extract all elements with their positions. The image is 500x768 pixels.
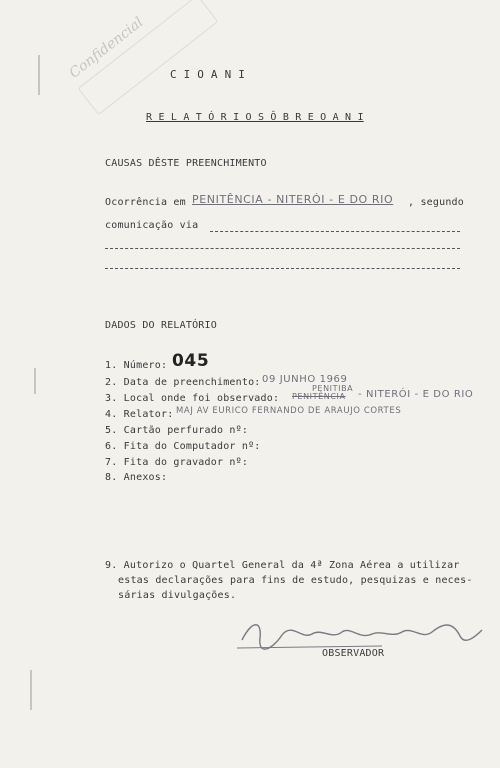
field-place-label: 3. Local onde foi observado: [105,393,280,404]
report-title: R E L A T Ó R I O S Ô B R E O A N I [146,112,364,123]
field-computer-tape-label: 6. Fita do Computador nº: [105,441,261,452]
occurrence-label: Ocorrência em [105,197,186,208]
communication-label: comunicação via [105,220,199,231]
field-recorder-tape-label: 7. Fita do gravador nº: [105,457,249,468]
causes-heading: CAUSAS DÊSTE PREENCHIMENTO [105,158,267,169]
field-reporter-label: 4. Relator: [105,409,174,420]
edge-mark [34,368,36,394]
field-place-struck: PENITÊNCIA [292,392,346,401]
edge-mark [38,55,40,95]
authorization-line-3: sárias divulgações. [118,590,237,601]
faded-stamp-text: Confidencial [66,14,147,82]
authorization-line-2: estas declarações para fins de estudo, pesquizas e neces- [118,575,473,586]
field-punch-card-label: 5. Cartão perfurado nº: [105,425,249,436]
authorization-line-1: 9. Autorizo o Quartel General da 4ª Zona Aérea a utilizar [105,560,460,571]
section-title: DADOS DO RELATÓRIO [105,320,217,331]
field-place-value: - NITERÓI - E DO RIO [358,389,474,400]
segundo-text: , segundo [408,197,464,208]
field-attachments-label: 8. Anexos: [105,472,168,483]
observer-label: OBSERVADOR [322,648,385,659]
field-date-value: 09 JUNHO 1969 [262,374,348,385]
org-heading: C I O A N I [170,68,246,81]
communication-line [210,231,460,232]
blank-line [105,268,460,269]
field-date-label: 2. Data de preenchimento: [105,377,261,388]
field-reporter-value: MAJ AV EURICO FERNANDO DE ARAUJO CORTES [176,406,402,416]
field-place-correction: PENITIBA [312,384,354,393]
field-number-label: 1. Número: [105,360,168,371]
field-number-value: 045 [172,351,210,371]
blank-line [105,248,460,249]
occurrence-place: PENITÊNCIA - NITERÓI - E DO RIO [192,193,394,206]
edge-mark [30,670,32,710]
